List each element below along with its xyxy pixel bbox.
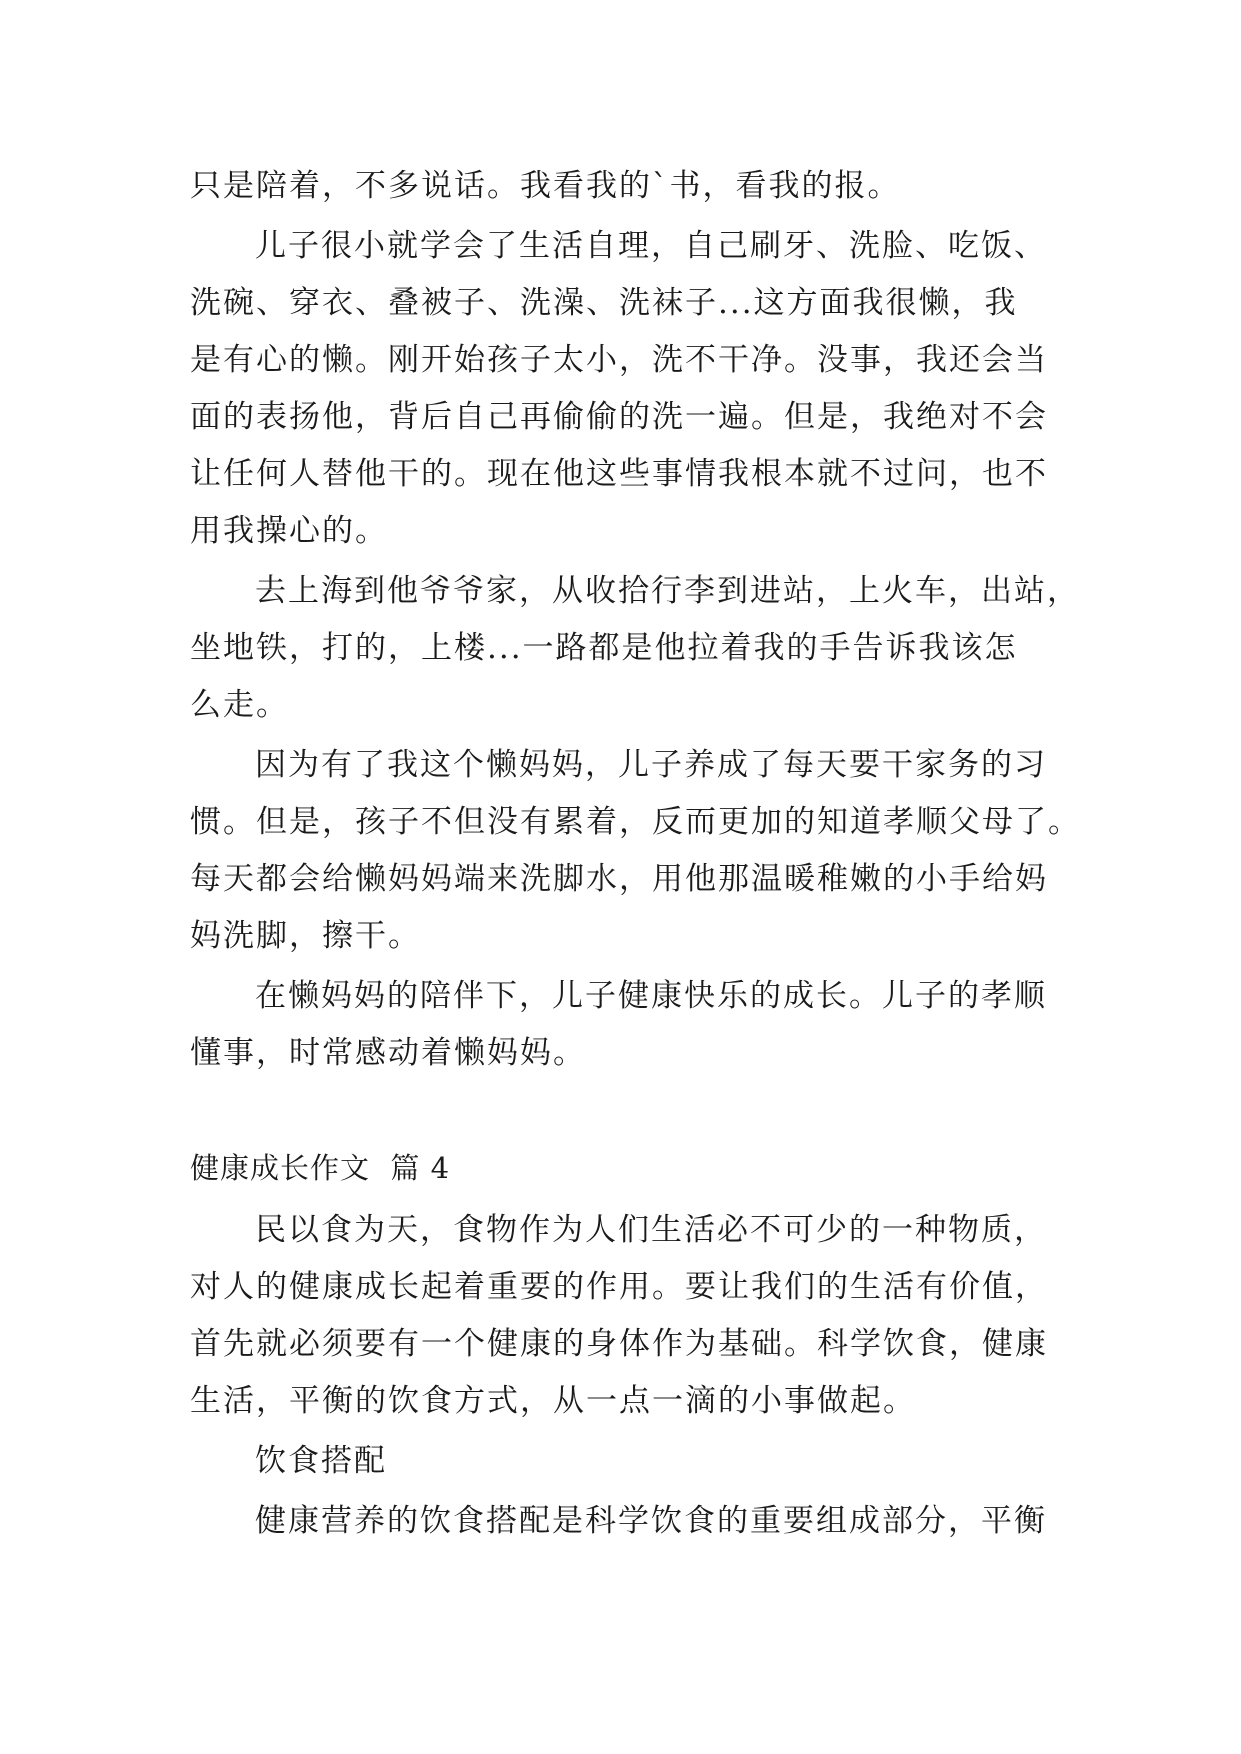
paragraph-line: 面的表扬他，背后自己再偷偷的洗一遍。但是，我绝对不会	[190, 399, 1048, 435]
paragraph-line: 民以食为天，食物作为人们生活必不可少的一种物质，	[255, 1212, 1047, 1248]
subheading: 饮食搭配	[255, 1443, 387, 1479]
paragraph-line: 首先就必须要有一个健康的身体作为基础。科学饮食，健康	[190, 1326, 1048, 1362]
paragraph-line: 让任何人替他干的。现在他这些事情我根本就不过问，也不	[190, 456, 1048, 492]
paragraph-line: 因为有了我这个懒妈妈，儿子养成了每天要干家务的习	[255, 747, 1047, 783]
section-heading: 健康成长作文 篇 4	[190, 1151, 451, 1185]
paragraph-line: 用我操心的。	[190, 513, 388, 549]
paragraph-line: 洗碗、穿衣、叠被子、洗澡、洗袜子...这方面我很懒，我	[190, 285, 1018, 321]
paragraph-line: 只是陪着，不多说话。我看我的`书，看我的报。	[190, 168, 901, 204]
paragraph-line: 在懒妈妈的陪伴下，儿子健康快乐的成长。儿子的孝顺	[255, 978, 1047, 1014]
paragraph-line: 懂事，时常感动着懒妈妈。	[190, 1035, 586, 1071]
paragraph-line: 去上海到他爷爷家，从收拾行李到进站，上火车，出站，	[255, 573, 1080, 609]
paragraph-line: 妈洗脚，擦干。	[190, 918, 421, 954]
paragraph-line: 坐地铁，打的，上楼...一路都是他拉着我的手告诉我该怎	[190, 630, 1018, 666]
paragraph-line: 每天都会给懒妈妈端来洗脚水，用他那温暖稚嫩的小手给妈	[190, 861, 1048, 897]
paragraph-line: 儿子很小就学会了生活自理，自己刷牙、洗脸、吃饭、	[255, 228, 1047, 264]
paragraph-line: 健康营养的饮食搭配是科学饮食的重要组成部分，平衡	[255, 1503, 1047, 1539]
paragraph-line: 生活，平衡的饮食方式，从一点一滴的小事做起。	[190, 1383, 916, 1419]
paragraph-line: 么走。	[190, 687, 289, 723]
paragraph-line: 是有心的懒。刚开始孩子太小，洗不干净。没事，我还会当	[190, 342, 1048, 378]
paragraph-line: 惯。但是，孩子不但没有累着，反而更加的知道孝顺父母了。	[190, 804, 1081, 840]
paragraph-line: 对人的健康成长起着重要的作用。要让我们的生活有价值，	[190, 1269, 1048, 1305]
